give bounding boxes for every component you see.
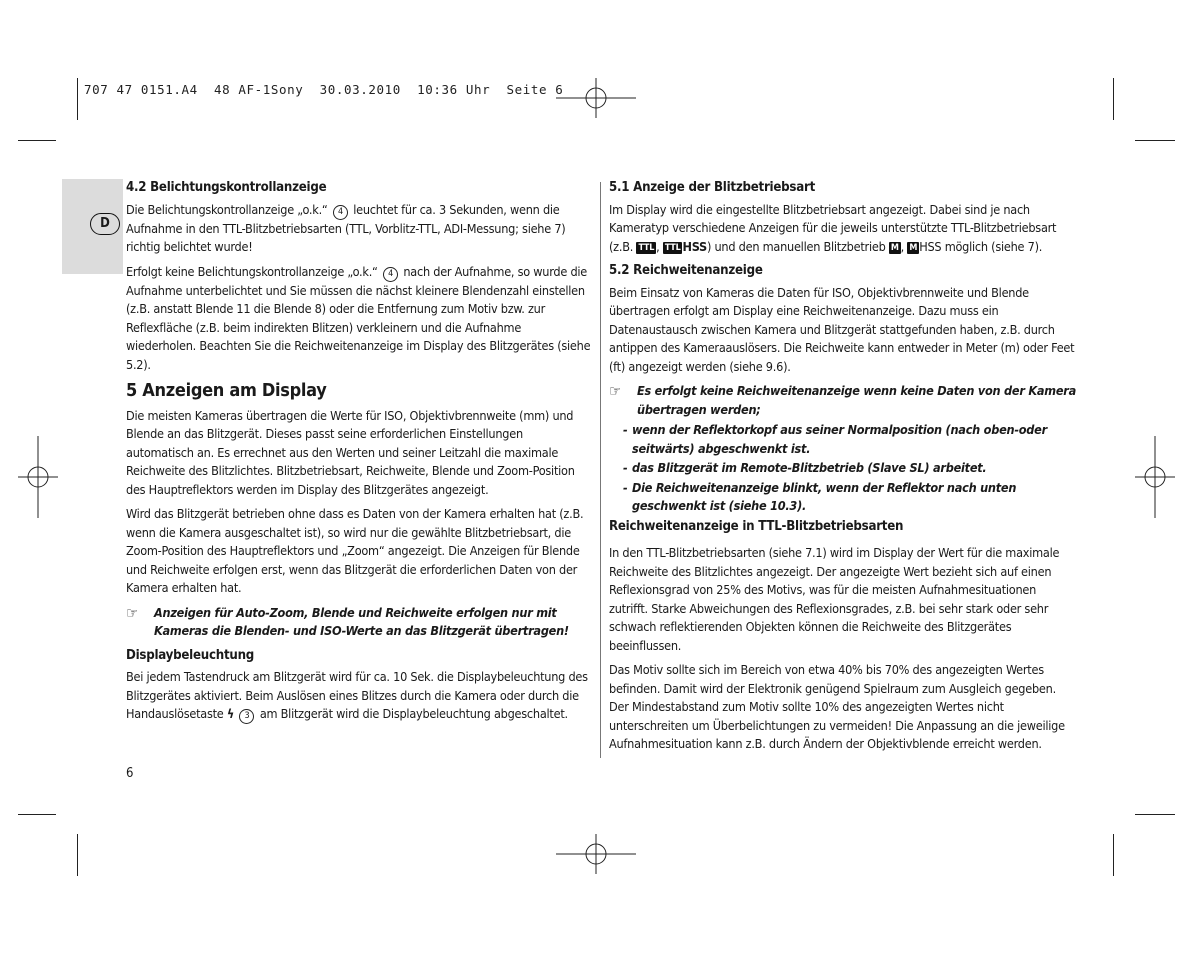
column-divider <box>600 182 601 758</box>
heading-4-2: 4.2 Belichtungskontrollanzeige <box>126 180 327 195</box>
manual-hss-mode-badge: M <box>909 242 918 253</box>
list-item: - Die Reichweitenanzeige blinkt, wenn der Reflektor nach unten geschwenkt ist (siehe 10.3). <box>623 479 1017 513</box>
crop-mark-top-right-v <box>1113 78 1114 120</box>
registration-target-top-icon <box>556 78 638 118</box>
paragraph-5-2: Beim Einsatz von Kameras die Daten für ISO, Objektivbrennweite und Blende übertragen erfolgt am Display eine Reichweitenanzeige. Dazu muss ein Datenaustausch zwischen Kamera und Blitzgerät stattgefunden haben, z.B. durch antippen des Kameraauslösers. Die Reichweite kann entweder in Meter (m) oder Feet (ft) angezeigt werden (siehe 9.6). <box>609 284 1075 374</box>
paragraph-ttl-range-b: Das Motiv sollte sich im Bereich von etwa 40% bis 70% des angezeigten Wertes befinden. Damit wird der Elektronik genügend Spielraum zum Ausgleich gegeben. Der Mindestabstand zum Motiv sollte 10% des angezeigten Wertes nicht unterschreiten um Überbelichtungen zu vermeiden! Die Anpassung an die jeweilige Aufnahmesituation kann z.B. durch Ändern der Objektivblende erreicht werden. <box>609 662 1065 751</box>
pointing-hand-icon: ☞ <box>609 382 621 400</box>
registration-target-left-icon <box>18 436 58 518</box>
language-tab-label: D <box>100 216 110 231</box>
heading-5-2: 5.2 Reichweitenanzeige <box>609 263 763 278</box>
ttl-mode-badge: TTL <box>638 242 655 253</box>
note-auto-zoom: ☞ Anzeigen für Auto-Zoom, Blende und Reichweite erfolgen nur mit Kameras die Blenden- und ISO-Werte an das Blitzgerät übertragen! <box>126 604 592 641</box>
circled-number-4-icon: 4 <box>333 205 348 220</box>
registration-target-bottom-icon <box>556 834 638 874</box>
heading-5-1: 5.1 Anzeige der Blitzbetriebsart <box>609 180 815 195</box>
registration-target-right-icon <box>1135 436 1175 518</box>
paragraph-5-a: Die meisten Kameras übertragen die Werte für ISO, Objektivbrennweite (mm) und Blende an das Blitzgerät. Dieses passt seine erforderlichen Einstellungen automatisch an. Es errechnet aus den Werten und seiner Leitzahl die maximale Reichweite des Blitzlichtes. Blitzbetriebsart, Reichweite, Blende und Zoom-Position des Hauptreflektors werden im Display des Blitzgerätes angezeigt. <box>126 407 575 497</box>
crop-mark-top-right-h <box>1135 140 1175 141</box>
left-column <box>126 179 592 730</box>
pointing-hand-icon: ☞ <box>126 603 138 622</box>
page-number: 6 <box>126 766 134 781</box>
note-no-range-display: ☞ Es erfolgt keine Reichweitenanzeige wenn keine Daten von der Kamera übertragen werden; <box>609 382 1077 419</box>
language-tab-badge <box>90 213 120 235</box>
heading-displaybeleuchtung: Displaybeleuchtung <box>126 647 255 663</box>
paragraph-4-2-b: Erfolgt keine Belichtungskontrollanzeige „o.k.“ 4 nach der Aufnahme, so wurde die Aufnahme unterbelichtet und Sie müssen die nächst kleinere Blendenzahl einstellen (z.B. anstatt Blende 11 die Blende 8) oder die Entfernung zum Motiv bzw. zur Reflexfläche (z.B. beim indirekten Blitzen) verkleinern und die Aufnahme wiederholen. Beachten Sie die Reichweitenanzeige im Display des Blitzgerätes (siehe 5.2). <box>126 263 591 372</box>
print-slug-header: 707 47 0151.A4 48 AF-1Sony 30.03.2010 10:36 Uhr Seite 6 <box>84 82 564 97</box>
circled-number-3-icon: 3 <box>239 709 254 724</box>
heading-5: 5 Anzeigen am Display <box>126 380 327 401</box>
circled-number-4-icon: 4 <box>383 267 398 282</box>
crop-mark-top-left-h <box>18 140 56 141</box>
paragraph-ttl-range-a: In den TTL-Blitzbetriebsarten (siehe 7.1) wird im Display der Wert für die maximale Reichweite des Blitzlichtes angezeigt. Der angezeigte Wert bezieht sich auf einen Reflexionsgrad von 25% des Motivs, was für die meisten Aufnahmesituationen zutrifft. Starke Abweichungen des Reflexionsgrades, z.B. bei sehr stark oder sehr schwach reflektierenden Objekten können die Reichweite des Blitzgerätes beeinflussen. <box>609 545 1060 653</box>
flash-bolt-icon: ϟ <box>226 706 235 721</box>
crop-mark-bottom-left-v <box>77 834 78 876</box>
ttl-hss-mode-badge: TTL <box>664 242 681 253</box>
right-column <box>609 179 1077 760</box>
paragraph-displaybeleuchtung: Bei jedem Tastendruck am Blitzgerät wird für ca. 10 Sek. die Displaybeleuchtung des Blitzgerätes aktiviert. Beim Auslösen eines Blitzes durch die Kamera oder durch die Handauslösetaste ϟ 3 am Blitzgerät wird die Displaybeleuchtung abgeschaltet. <box>126 668 592 724</box>
crop-mark-bottom-left-h <box>18 814 56 815</box>
paragraph-5-b: Wird das Blitzgerät betrieben ohne dass es Daten von der Kamera erhalten hat (z.B. wenn die Kamera ausgeschaltet ist), so wird nur die gewählte Blitzbetriebsart, die Zoom-Position des Hauptreflektors und „Zoom“ angezeigt. Die Anzeigen für Blende und Reichweite erfolgen erst, wenn das Blitzgerät die erforderlichen Daten von der Kamera erhalten hat. <box>126 506 584 595</box>
list-item: - das Blitzgerät im Remote-Blitzbetrieb (Slave SL) arbeitet. <box>623 460 987 475</box>
paragraph-5-1: Im Display wird die eingestellte Blitzbetriebsart angezeigt. Dabei sind je nach Kameratyp verschiedene Anzeigen für die jeweils unterstützte TTL-Blitzbetriebsart (z.B. TTL , TTL HSS) und den manuellen Blitzbetrieb M , M HSS möglich (siehe 7). <box>609 201 1057 254</box>
manual-mode-badge: M <box>890 242 899 253</box>
crop-mark-bottom-right-h <box>1135 814 1175 815</box>
heading-ttl-range: Reichweitenanzeige in TTL-Blitzbetriebsarten <box>609 518 904 534</box>
paragraph-4-2-a: Die Belichtungskontrollanzeige „o.k.“ 4 leuchtet für ca. 3 Sekunden, wenn die Aufnahme in den TTL-Blitzbetriebsarten (TTL, Vorblitz-TTL, ADI-Messung; siehe 7) richtig belichtet wurde! <box>126 201 566 254</box>
crop-mark-top-left-v <box>77 78 78 120</box>
list-item: - wenn der Reflektorkopf aus seiner Normalposition (nach oben-oder seitwärts) abgeschwenkt ist. <box>623 422 1047 456</box>
crop-mark-bottom-right-v <box>1113 834 1114 876</box>
